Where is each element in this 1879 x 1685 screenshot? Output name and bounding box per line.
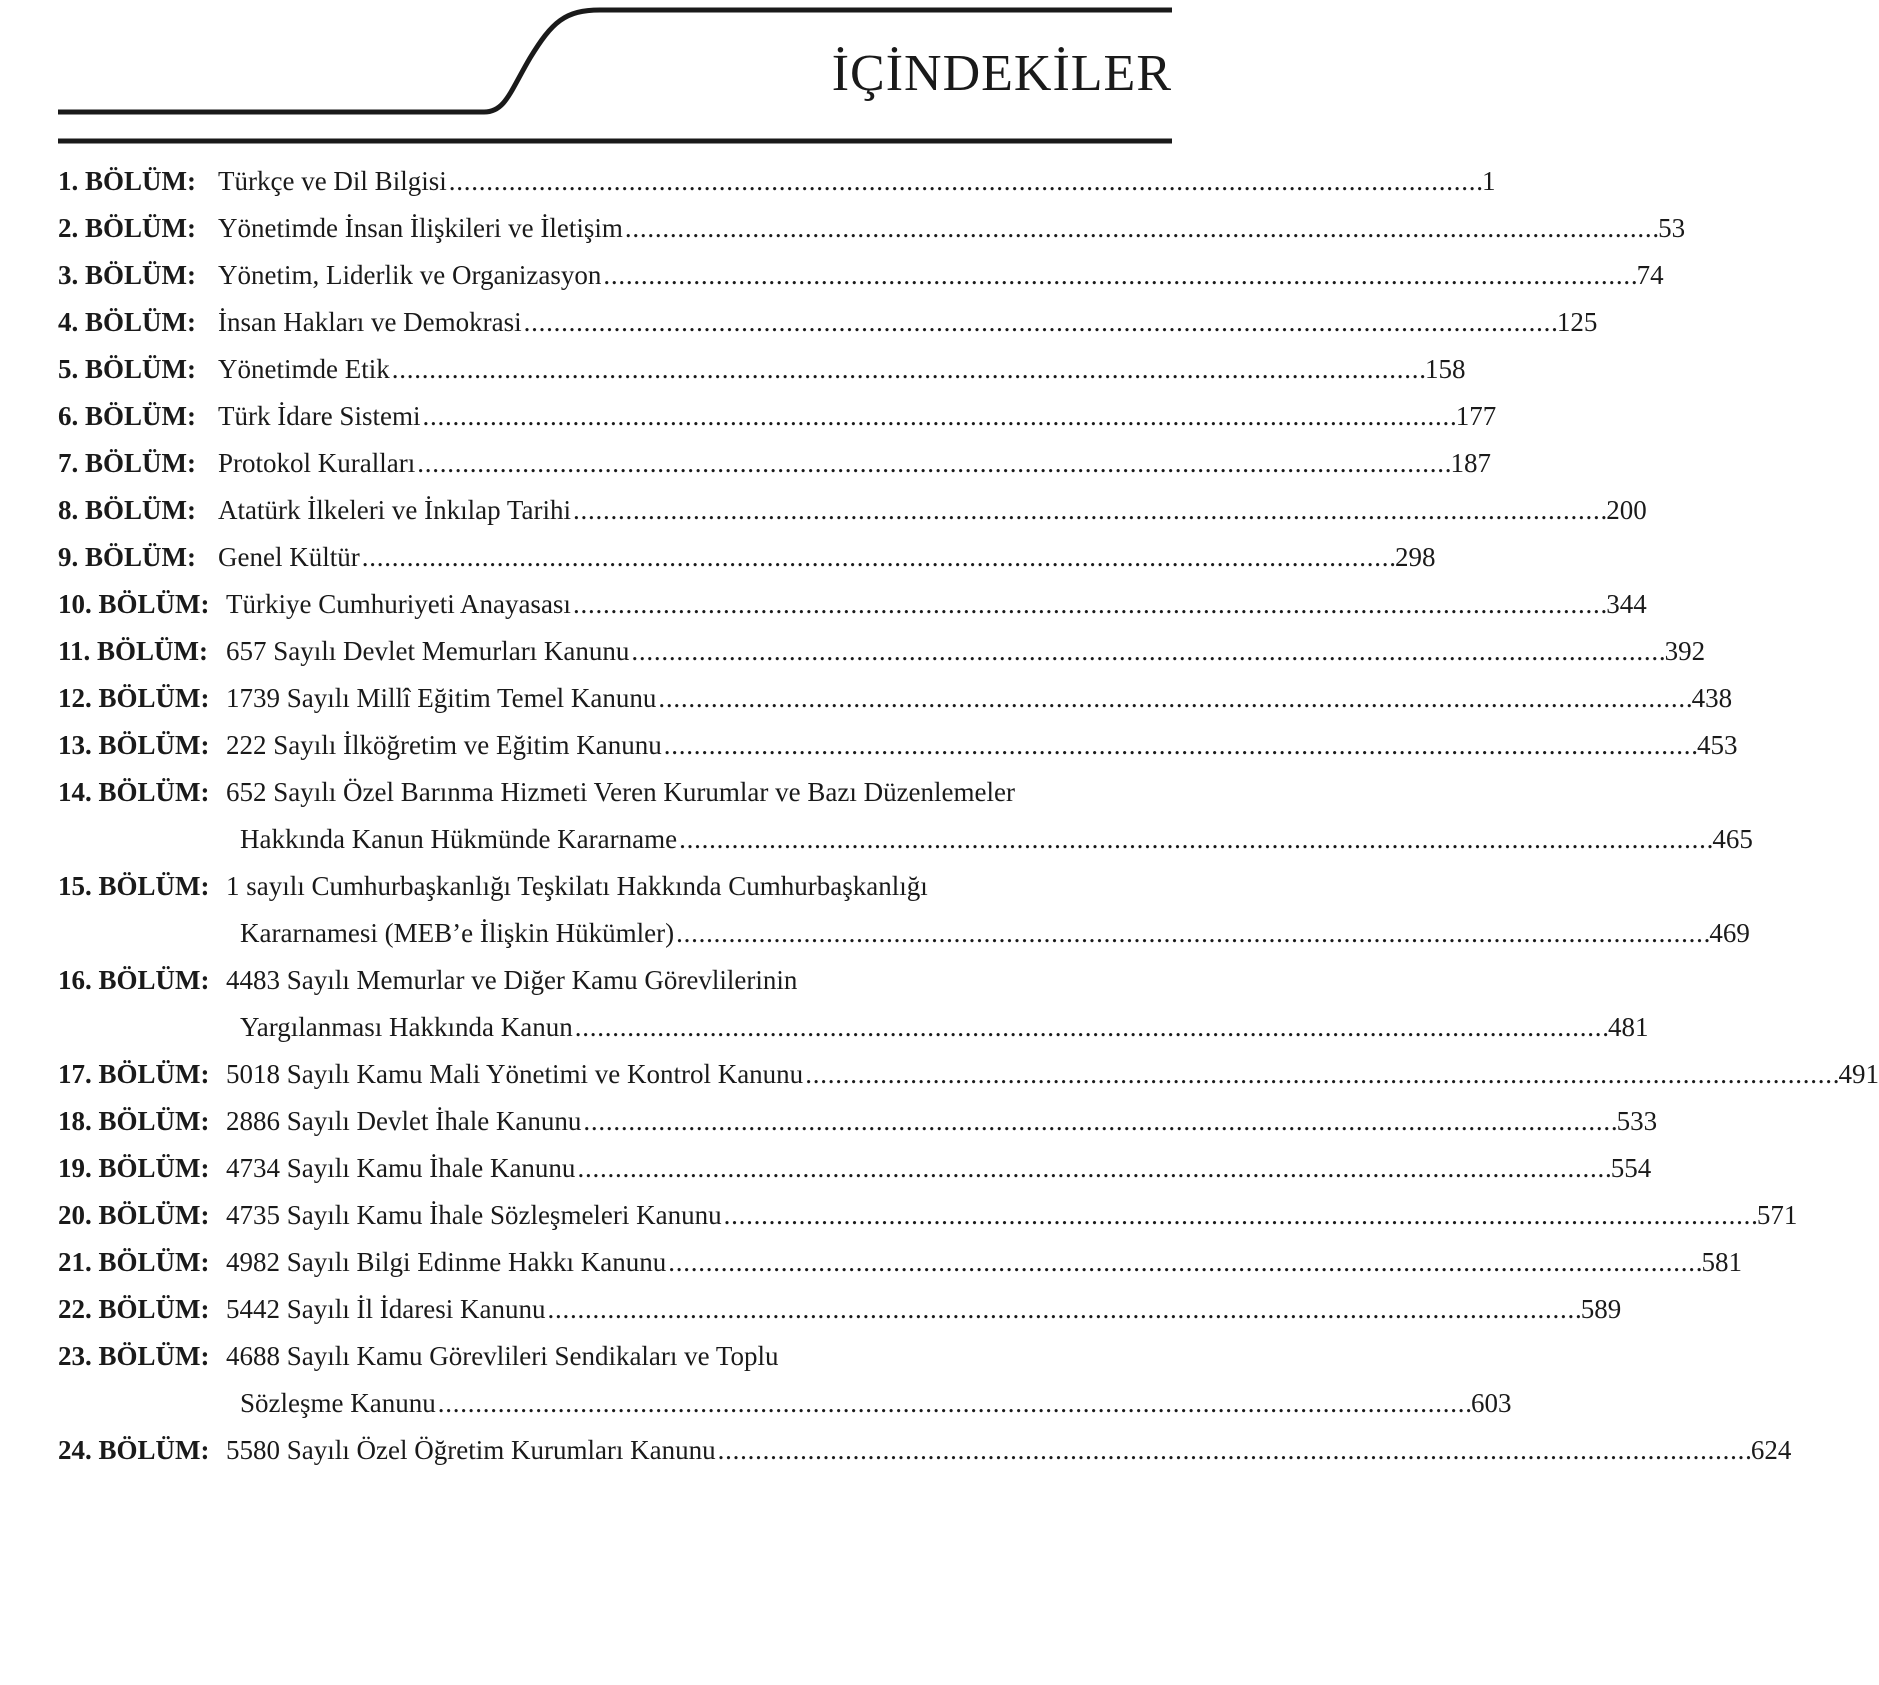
chapter-title: 2886 Sayılı Devlet İhale Kanunu <box>226 1106 582 1136</box>
dot-leader <box>625 205 1656 252</box>
dot-leader <box>679 816 1710 863</box>
dot-leader <box>724 1192 1755 1239</box>
page-number: 125 <box>1556 307 1598 337</box>
chapter-title: Türkiye Cumhuriyeti Anayasası <box>226 589 571 619</box>
toc-entry[interactable] <box>58 158 1496 205</box>
chapter-number: 4. BÖLÜM: <box>58 307 196 337</box>
dot-leader <box>658 675 1689 722</box>
toc-entry[interactable] <box>58 675 1733 722</box>
chapter-number: 20. BÖLÜM: <box>58 1200 210 1230</box>
chapter-title: Kararnamesi (MEB’e İlişkin Hükümler) <box>240 918 675 948</box>
toc-entry[interactable] <box>58 1427 1792 1474</box>
toc-entry[interactable] <box>58 581 1647 628</box>
page-number: 298 <box>1394 542 1436 572</box>
toc-entry[interactable] <box>58 1192 1798 1239</box>
dot-leader <box>805 1051 1836 1098</box>
chapter-number: 9. BÖLÜM: <box>58 542 196 572</box>
chapter-title: 5442 Sayılı İl İdaresi Kanunu <box>226 1294 546 1324</box>
page-number: 344 <box>1606 589 1647 619</box>
chapter-title: Yönetimde Etik <box>218 354 390 384</box>
chapter-title: 4735 Sayılı Kamu İhale Sözleşmeleri Kanunu <box>226 1200 722 1230</box>
chapter-number: 10. BÖLÜM: <box>58 589 210 619</box>
dot-leader <box>583 1098 1614 1145</box>
chapter-number: 14. BÖLÜM: <box>58 777 210 807</box>
chapter-title: Yönetimde İnsan İlişkileri ve İletişim <box>218 213 623 243</box>
toc-entry[interactable] <box>58 1286 1622 1333</box>
chapter-number: 1. BÖLÜM: <box>58 166 196 196</box>
toc-entry[interactable] <box>58 863 1750 957</box>
dot-leader <box>392 346 1423 393</box>
toc-entry[interactable] <box>58 769 1753 863</box>
chapter-title: 652 Sayılı Özel Barınma Hizmeti Veren Kurumlar ve Bazı Düzenlemeler <box>226 777 1015 807</box>
chapter-title: Yargılanması Hakkında Kanun <box>240 1012 573 1042</box>
page-number: 624 <box>1750 1435 1792 1465</box>
chapter-title: Atatürk İlkeleri ve İnkılap Tarihi <box>218 495 571 525</box>
dot-leader <box>438 1380 1469 1427</box>
chapter-number: 2. BÖLÜM: <box>58 213 196 243</box>
chapter-number: 21. BÖLÜM: <box>58 1247 210 1277</box>
chapter-title: İnsan Hakları ve Demokrasi <box>218 307 522 337</box>
page-number: 438 <box>1691 683 1733 713</box>
chapter-title: 657 Sayılı Devlet Memurları Kanunu <box>226 636 630 666</box>
toc-entry[interactable] <box>58 440 1491 487</box>
chapter-title: 4688 Sayılı Kamu Görevlileri Sendikaları ve Toplu <box>226 1341 779 1371</box>
chapter-number: 12. BÖLÜM: <box>58 683 210 713</box>
dot-leader <box>524 299 1555 346</box>
dot-leader <box>417 440 1448 487</box>
chapter-number: 24. BÖLÜM: <box>58 1435 210 1465</box>
chapter-title: Yönetim, Liderlik ve Organizasyon <box>218 260 602 290</box>
dot-leader <box>676 910 1707 957</box>
toc-entry[interactable] <box>58 346 1466 393</box>
chapter-number: 18. BÖLÜM: <box>58 1106 210 1136</box>
chapter-number: 5. BÖLÜM: <box>58 354 196 384</box>
chapter-title: Hakkında Kanun Hükmünde Kararname <box>240 824 678 854</box>
chapter-number: 7. BÖLÜM: <box>58 448 196 478</box>
page-number: 491 <box>1838 1059 1879 1089</box>
page-number: 465 <box>1712 824 1753 854</box>
dot-leader <box>573 487 1604 534</box>
chapter-title: 4734 Sayılı Kamu İhale Kanunu <box>226 1153 576 1183</box>
toc-entry[interactable] <box>58 205 1686 252</box>
toc-entry[interactable] <box>58 1145 1652 1192</box>
chapter-number: 16. BÖLÜM: <box>58 965 210 995</box>
toc-entry[interactable] <box>58 534 1436 581</box>
dot-leader <box>573 581 1604 628</box>
dot-leader <box>664 722 1695 769</box>
chapter-title: Protokol Kuralları <box>218 448 416 478</box>
toc-entry[interactable] <box>58 252 1664 299</box>
page-number: 1 <box>1481 166 1496 196</box>
page-number: 74 <box>1636 260 1664 290</box>
chapter-title: Türk İdare Sistemi <box>218 401 421 431</box>
chapter-number: 15. BÖLÜM: <box>58 871 210 901</box>
page-number: 53 <box>1658 213 1686 243</box>
toc-entry[interactable] <box>58 299 1598 346</box>
dot-leader <box>577 1145 1608 1192</box>
table-of-contents <box>58 158 1879 1474</box>
chapter-number: 8. BÖLÜM: <box>58 495 196 525</box>
toc-entry[interactable] <box>58 393 1497 440</box>
toc-entry[interactable] <box>58 1098 1658 1145</box>
chapter-number: 19. BÖLÜM: <box>58 1153 210 1183</box>
dot-leader <box>575 1004 1606 1051</box>
toc-entry[interactable] <box>58 1333 1512 1427</box>
toc-entry[interactable] <box>58 1051 1879 1098</box>
chapter-title: Türkçe ve Dil Bilgisi <box>218 166 447 196</box>
dot-leader <box>668 1239 1699 1286</box>
dot-leader <box>362 534 1393 581</box>
page-number: 453 <box>1696 730 1738 760</box>
toc-entry[interactable] <box>58 487 1647 534</box>
page-number: 554 <box>1610 1153 1652 1183</box>
page-number: 603 <box>1470 1388 1512 1418</box>
chapter-number: 23. BÖLÜM: <box>58 1341 210 1371</box>
page-number: 177 <box>1455 401 1497 431</box>
toc-entry[interactable] <box>58 628 1706 675</box>
page-title: İÇİNDEKİLER <box>831 45 1172 102</box>
chapter-number: 17. BÖLÜM: <box>58 1059 210 1089</box>
chapter-title: 1 sayılı Cumhurbaşkanlığı Teşkilatı Hakkında Cumhurbaşkanlığı <box>226 871 928 901</box>
page-number: 571 <box>1756 1200 1798 1230</box>
chapter-number: 13. BÖLÜM: <box>58 730 210 760</box>
dot-leader <box>631 628 1662 675</box>
page-number: 533 <box>1616 1106 1658 1136</box>
page-number: 158 <box>1424 354 1466 384</box>
toc-entry[interactable] <box>58 722 1738 769</box>
dot-leader <box>449 158 1480 205</box>
page-number: 469 <box>1709 918 1750 948</box>
chapter-title: 1739 Sayılı Millî Eğitim Temel Kanunu <box>226 683 657 713</box>
page-number: 187 <box>1450 448 1491 478</box>
page-number: 481 <box>1607 1012 1649 1042</box>
chapter-number: 6. BÖLÜM: <box>58 401 196 431</box>
page-number: 200 <box>1606 495 1647 525</box>
chapter-title: 5580 Sayılı Özel Öğretim Kurumları Kanunu <box>226 1435 716 1465</box>
toc-entry[interactable] <box>58 957 1649 1051</box>
dot-leader <box>547 1286 1578 1333</box>
page-number: 581 <box>1701 1247 1742 1277</box>
dot-leader <box>718 1427 1749 1474</box>
chapter-title: 5018 Sayılı Kamu Mali Yönetimi ve Kontrol Kanunu <box>226 1059 804 1089</box>
chapter-title: 222 Sayılı İlköğretim ve Eğitim Kanunu <box>226 730 662 760</box>
chapter-title: 4982 Sayılı Bilgi Edinme Hakkı Kanunu <box>226 1247 667 1277</box>
dot-leader <box>603 252 1634 299</box>
toc-entry[interactable] <box>58 1239 1742 1286</box>
chapter-title: Sözleşme Kanunu <box>240 1388 436 1418</box>
chapter-title: 4483 Sayılı Memurlar ve Diğer Kamu Görevlilerinin <box>226 965 798 995</box>
page-number: 392 <box>1664 636 1706 666</box>
chapter-number: 22. BÖLÜM: <box>58 1294 210 1324</box>
chapter-number: 3. BÖLÜM: <box>58 260 196 290</box>
dot-leader <box>422 393 1453 440</box>
page-number: 589 <box>1580 1294 1622 1324</box>
chapter-number: 11. BÖLÜM: <box>58 636 209 666</box>
chapter-title: Genel Kültür <box>218 542 360 572</box>
